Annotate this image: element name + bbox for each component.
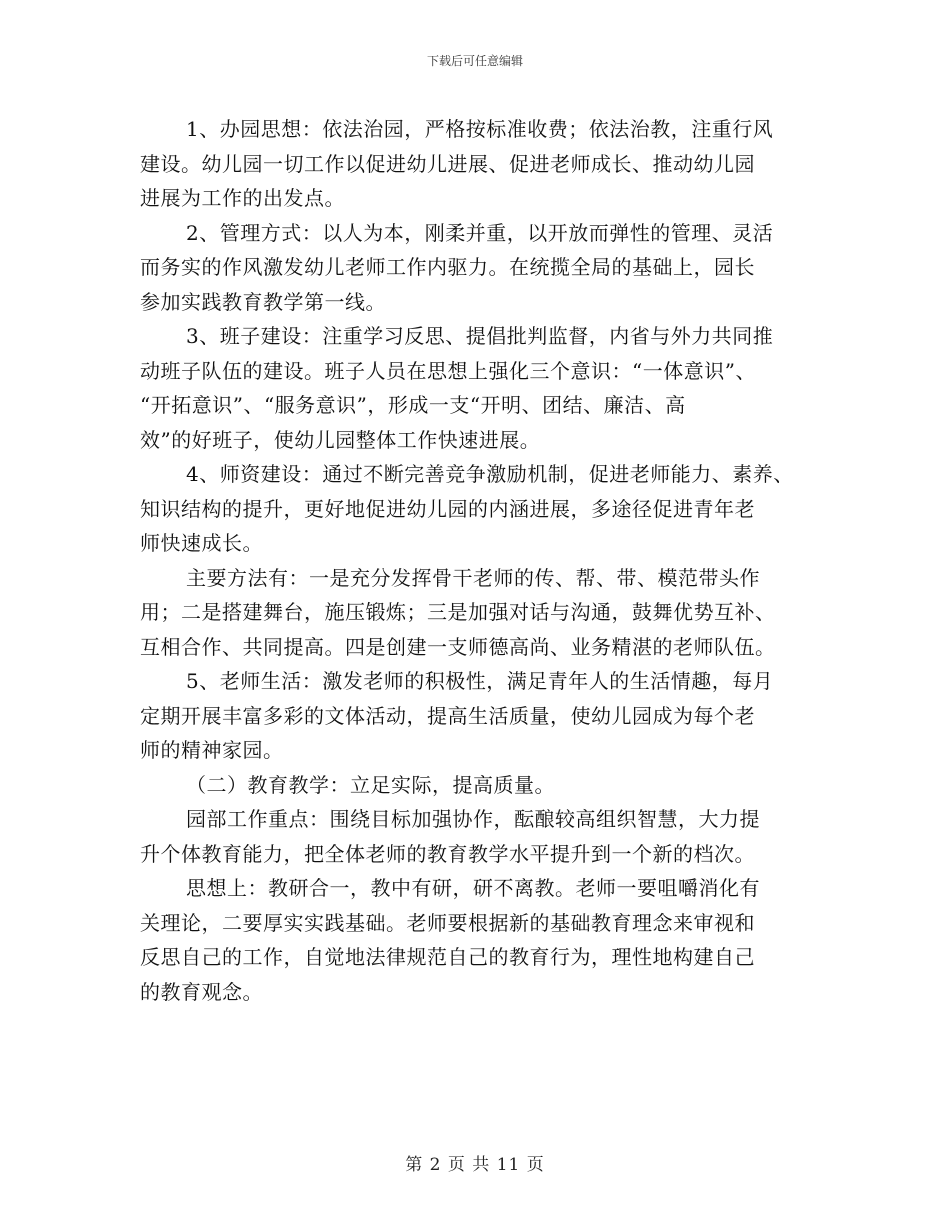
page-footer: 第 2 页 共 11 页 <box>405 1155 545 1175</box>
text-line: 进展为工作的出发点。 <box>140 186 345 210</box>
text-line: 升个体教育能力，把全体老师的教育教学水平提升到一个新的档次。 <box>140 841 755 866</box>
page-header: 下载后可任意编辑 <box>426 54 523 68</box>
document-body <box>140 112 820 1009</box>
text-line: 4、师资建设：通过不断完善竞争激励机制，促进老师能力、素养、 <box>186 462 794 486</box>
text-line: 定期开展丰富多彩的文体活动，提高生活质量，使幼儿园成为每个老 <box>140 703 755 728</box>
text-line: 5、老师生活：激发老师的积极性，满足青年人的生活情趣，每月 <box>186 669 774 693</box>
text-line: 关理论，二要厚实实践基础。老师要根据新的基础教育理念来审视和 <box>140 910 755 935</box>
text-line: 1、办园思想：依法治园，严格按标准收费；依法治教，注重行风 <box>186 117 774 141</box>
text-line: 的教育观念。 <box>140 979 263 1004</box>
text-line: 反思自己的工作，自觉地法律规范自己的教育行为，理性地构建自己 <box>140 945 755 969</box>
text-line: 知识结构的提升，更好地促进幼儿园的内涵进展，多途径促进青年老 <box>140 496 755 521</box>
text-line: 而务实的作风激发幼儿老师工作内驱力。在统揽全局的基础上，园长 <box>140 255 755 279</box>
text-line: “开拓意识”、“服务意识”，形成一支“开明、团结、廉洁、高 <box>140 393 686 417</box>
text-line: 师快速成长。 <box>140 531 263 555</box>
text-line: 效”的好班子，使幼儿园整体工作快速进展。 <box>140 427 541 452</box>
text-line: 3、班子建设：注重学习反思、提倡批判监督，内省与外力共同推 <box>186 324 774 348</box>
text-line: （二）教育教学：立足实际，提高质量。 <box>186 772 555 797</box>
text-line: 动班子队伍的建设。班子人员在思想上强化三个意识：“一体意识”、 <box>140 358 756 383</box>
text-line: 师的精神家园。 <box>140 738 284 762</box>
text-line: 建设。幼儿园一切工作以促进幼儿进展、促进老师成长、推动幼儿园 <box>140 151 755 176</box>
text-line: 园部工作重点：围绕目标加强协作，酝酿较高组织智慧，大力提 <box>186 807 760 831</box>
text-line: 主要方法有：一是充分发挥骨干老师的传、帮、带、模范带头作 <box>186 565 760 590</box>
text-line: 参加实践教育教学第一线。 <box>140 289 386 314</box>
text-line: 用；二是搭建舞台，施压锻炼；三是加强对话与沟通，鼓舞优势互补、 <box>140 600 776 624</box>
text-line: 思想上：教研合一，教中有研，研不离教。老师一要咀嚼消化有 <box>186 876 760 900</box>
text-line: 2、管理方式：以人为本，刚柔并重，以开放而弹性的管理、灵活 <box>186 220 774 245</box>
text-line: 互相合作、共同提高。四是创建一支师德高尚、业务精湛的老师队伍。 <box>140 634 776 659</box>
